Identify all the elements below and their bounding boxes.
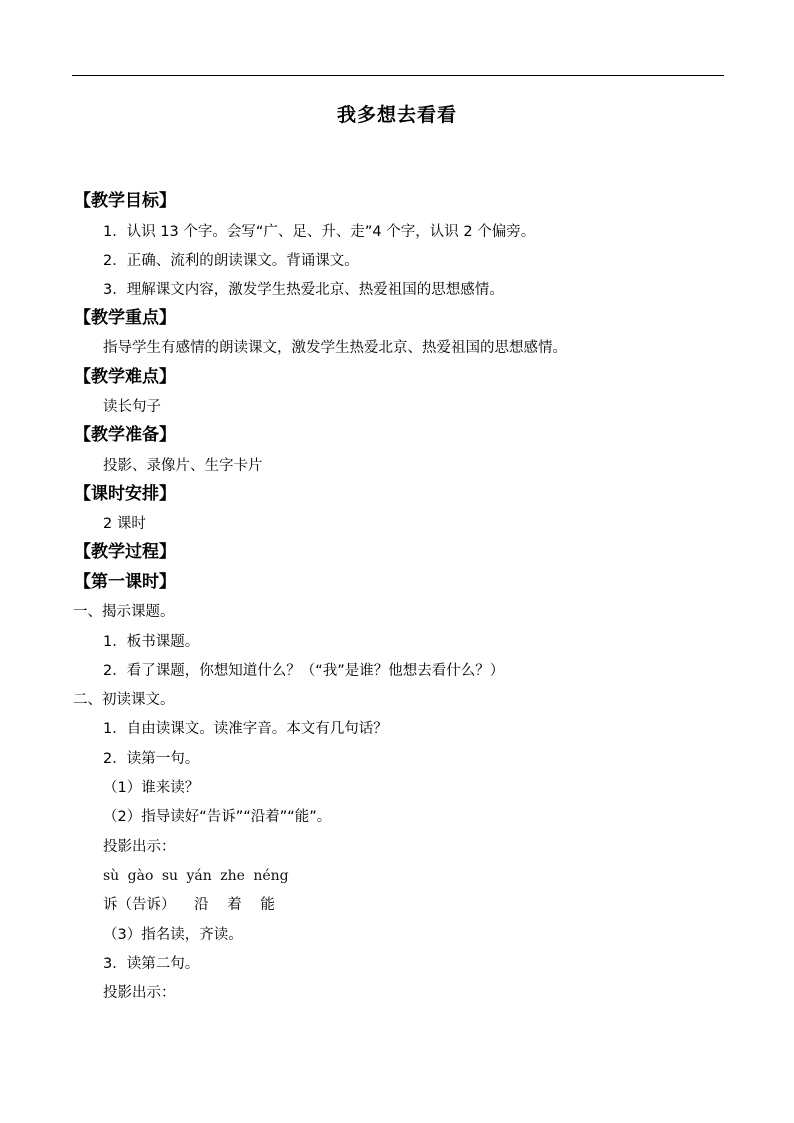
heading-key-points: 【教学重点】	[74, 308, 176, 328]
step-2-title: 二、初读课文。	[73, 692, 175, 708]
difficulties-text: 读长句子	[103, 399, 161, 415]
step-2-item-2: 2．读第一句。	[103, 751, 200, 767]
step-2-sub-1: （1）谁来读？	[103, 780, 200, 796]
step-1-item-2: 2．看了课题，你想知道什么？（“我”是谁？他想去看什么？）	[103, 663, 505, 679]
heading-schedule: 【课时安排】	[74, 484, 176, 504]
step-1-item-1: 1．板书课题。	[103, 634, 200, 650]
projection-label-2: 投影出示：	[103, 985, 176, 1001]
heading-teaching-goals: 【教学目标】	[74, 191, 176, 211]
goal-item-3: 3．理解课文内容，激发学生热爱北京、热爱祖国的思想感情。	[103, 282, 504, 298]
step-2-item-1: 1．自由读课文。读准字音。本文有几句话？	[103, 721, 388, 737]
pinyin-line: sù gào su yán zhe néng	[103, 868, 289, 884]
preparation-text: 投影、录像片、生字卡片	[103, 458, 263, 474]
key-points-text: 指导学生有感情的朗读课文，激发学生热爱北京、热爱祖国的思想感情。	[103, 340, 567, 356]
goal-item-1: 1．认识 13 个字。会写“广、足、升、走”4 个字，认识 2 个偏旁。	[103, 224, 536, 240]
heading-preparation: 【教学准备】	[74, 425, 176, 445]
step-2-sub-3: （3）指名读，齐读。	[103, 927, 243, 943]
header-rule	[72, 75, 724, 76]
step-2-item-3: 3．读第二句。	[103, 956, 200, 972]
heading-teaching-process: 【教学过程】	[74, 542, 176, 562]
page-title: 我多想去看看	[336, 104, 457, 126]
vocab-line: 诉（告诉） 沿 着 能	[103, 897, 275, 913]
step-2-sub-2: （2）指导读好“告诉”“沿着”“能”。	[103, 809, 332, 825]
heading-difficulties: 【教学难点】	[74, 367, 176, 387]
projection-label-1: 投影出示：	[103, 839, 176, 855]
goal-item-2: 2．正确、流利的朗读课文。背诵课文。	[103, 253, 359, 269]
heading-first-lesson: 【第一课时】	[74, 572, 176, 592]
schedule-text: 2 课时	[103, 516, 146, 532]
step-1-title: 一、揭示课题。	[73, 604, 175, 620]
